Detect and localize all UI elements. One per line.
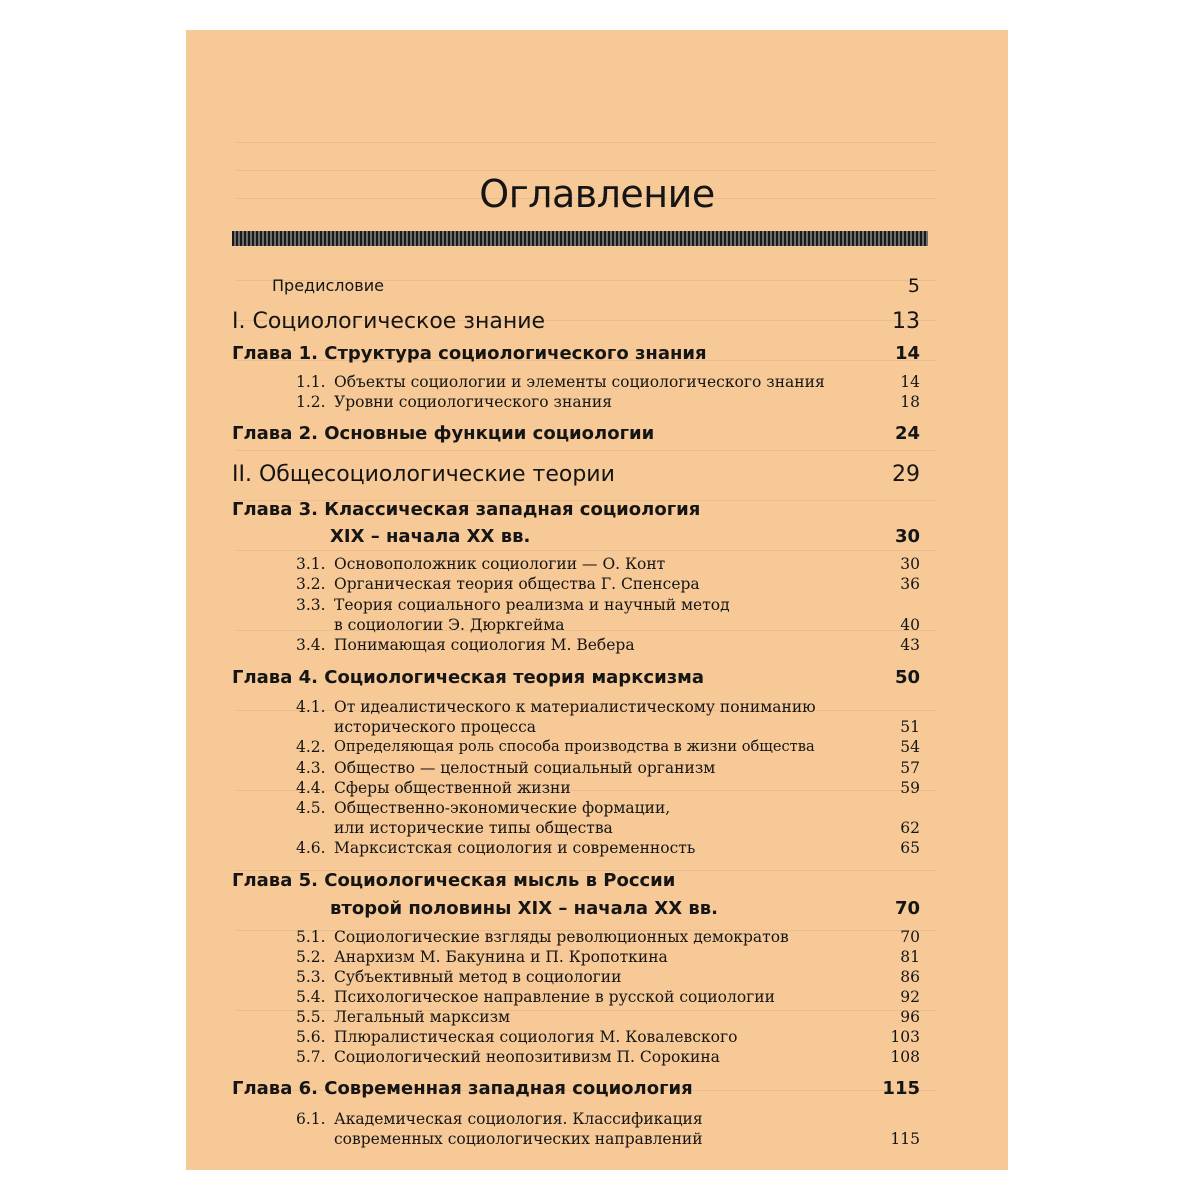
section-number: 3.4. <box>296 636 326 654</box>
chapter-2-page: 24 <box>894 423 920 444</box>
section-number: 5.6. <box>296 1028 326 1046</box>
section-number: 3.1. <box>296 555 326 573</box>
chapter-1-label: Глава 1. Структура социологического знания <box>232 343 707 364</box>
section-page: 36 <box>900 575 920 593</box>
section-number: 5.5. <box>296 1008 326 1026</box>
section-page: 54 <box>900 738 920 756</box>
section-label: Психологическое направление в русской социологии <box>334 988 775 1006</box>
section-number: 4.5. <box>296 799 326 817</box>
title-rule <box>232 231 928 246</box>
section-page: 14 <box>900 373 920 391</box>
section-label: Объекты социологии и элементы социологического знания <box>334 373 825 391</box>
section-label: Социологический неопозитивизм П. Сорокина <box>334 1048 720 1066</box>
preface-label: Предисловие <box>272 276 384 295</box>
section-label: Плюралистическая социология М. Ковалевского <box>334 1028 738 1046</box>
section-label: Субъективный метод в социологии <box>334 968 622 986</box>
chapter-3-label-cont: XIX – начала XX вв. <box>330 526 531 547</box>
section-page: 70 <box>900 928 920 946</box>
section-number: 6.1. <box>296 1110 326 1128</box>
part-2-label: II. Общесоциологические теории <box>232 462 615 487</box>
book-page <box>186 30 1008 1170</box>
section-number: 5.3. <box>296 968 326 986</box>
section-page: 57 <box>900 759 920 777</box>
chapter-6-page: 115 <box>882 1078 920 1099</box>
section-number: 5.4. <box>296 988 326 1006</box>
chapter-6-label: Глава 6. Современная западная социология <box>232 1078 693 1099</box>
section-number: 4.6. <box>296 839 326 857</box>
section-number: 5.2. <box>296 948 326 966</box>
section-number: 1.2. <box>296 393 326 411</box>
section-label: Общество — целостный социальный организм <box>334 759 716 777</box>
chapter-4-label: Глава 4. Социологическая теория марксизма <box>232 667 705 688</box>
section-label: Сферы общественной жизни <box>334 779 571 797</box>
chapter-5-label-cont: второй половины XIX – начала XX вв. <box>330 898 718 919</box>
section-page: 30 <box>900 555 920 573</box>
section-number: 4.2. <box>296 738 326 756</box>
section-label: Определяющая роль способа производства в жизни общества <box>334 738 815 755</box>
section-label: Легальный марксизм <box>334 1008 511 1026</box>
part-1-label: I. Социологическое знание <box>232 309 546 334</box>
section-label: Теория социального реализма и научный метод <box>334 596 730 614</box>
section-label: Уровни социологического знания <box>334 393 613 411</box>
page-title: Оглавление <box>479 172 715 216</box>
section-number: 3.2. <box>296 575 326 593</box>
chapter-5-label: Глава 5. Социологическая мысль в России <box>232 870 676 891</box>
section-page: 86 <box>900 968 920 986</box>
section-page: 92 <box>900 988 920 1006</box>
section-label: Понимающая социология М. Вебера <box>334 636 635 654</box>
section-number: 4.1. <box>296 698 326 716</box>
section-page: 65 <box>900 839 920 857</box>
section-label-cont: в социологии Э. Дюркгейма <box>334 616 565 634</box>
section-label: Социологические взгляды революционных демократов <box>334 928 789 946</box>
section-number: 5.7. <box>296 1048 326 1066</box>
section-label-cont: или исторические типы общества <box>334 819 613 837</box>
chapter-3-page: 30 <box>894 526 920 547</box>
section-label: Основоположник социологии — О. Конт <box>334 555 666 573</box>
section-number: 1.1. <box>296 373 326 391</box>
section-page: 18 <box>900 393 920 411</box>
section-page: 40 <box>900 616 920 634</box>
section-label: От идеалистического к материалистическому пониманию <box>334 698 816 716</box>
chapter-4-page: 50 <box>894 667 920 688</box>
section-number: 3.3. <box>296 596 326 614</box>
section-page: 81 <box>900 948 920 966</box>
section-page: 96 <box>900 1008 920 1026</box>
section-page: 51 <box>900 718 920 736</box>
chapter-5-page: 70 <box>894 898 920 919</box>
section-page: 103 <box>890 1028 920 1046</box>
section-label: Анархизм М. Бакунина и П. Кропоткина <box>334 948 668 966</box>
section-label-cont: исторического процесса <box>334 718 536 736</box>
section-page: 43 <box>900 636 920 654</box>
section-number: 4.4. <box>296 779 326 797</box>
section-label: Марксистская социология и современность <box>334 839 696 857</box>
part-1-page: 13 <box>892 309 920 334</box>
preface-page: 5 <box>907 275 920 297</box>
chapter-2-label: Глава 2. Основные функции социологии <box>232 423 655 444</box>
section-number: 5.1. <box>296 928 326 946</box>
section-page: 115 <box>890 1130 920 1148</box>
section-page: 108 <box>890 1048 920 1066</box>
chapter-3-label: Глава 3. Классическая западная социология <box>232 499 701 520</box>
section-label: Общественно-экономические формации, <box>334 799 671 817</box>
chapter-1-page: 14 <box>894 343 920 364</box>
part-2-page: 29 <box>892 462 920 487</box>
section-label-cont: современных социологических направлений <box>334 1130 703 1148</box>
section-page: 62 <box>900 819 920 837</box>
section-label: Академическая социология. Классификация <box>334 1110 703 1128</box>
section-page: 59 <box>900 779 920 797</box>
section-label: Органическая теория общества Г. Спенсера <box>334 575 700 593</box>
section-number: 4.3. <box>296 759 326 777</box>
